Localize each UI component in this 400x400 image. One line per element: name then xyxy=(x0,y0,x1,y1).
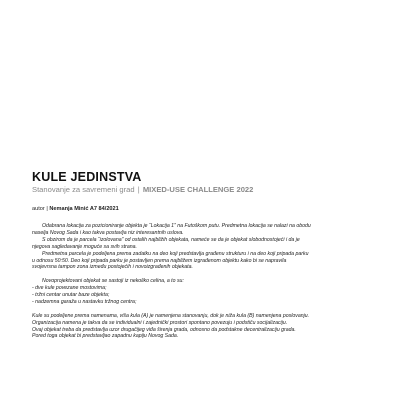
list-item: - tržni centar unutar baze objekta; xyxy=(32,292,110,299)
author-name: Nemanja Minić A7 84/2021 xyxy=(49,206,119,212)
author-separator: | xyxy=(46,206,48,212)
list-item: - dve kule povezane mostovima; xyxy=(32,285,107,292)
subtitle-right: MIXED-USE CHALLENGE 2022 xyxy=(142,185,254,194)
subtitle-separator: | xyxy=(137,185,140,194)
list-intro: Novoprojektovani objekat se sastoji iz nekoliko celina, a to su: xyxy=(42,278,184,285)
paragraph-line: u odnosu 50:50. Deo koji pripada parku je postavljen prema najbližem izgrađenom objektu kako bi se napravila xyxy=(32,257,287,264)
author-line xyxy=(32,205,372,213)
document-page xyxy=(32,170,372,340)
paragraph-line: Ovaj objekat treba da predstavlja uzor drugačijeg viđa širenja grada, odnosno da podstakne decentralizaciju grada. xyxy=(32,326,296,333)
author-label: autor xyxy=(32,206,45,212)
document-body xyxy=(32,223,372,340)
document-subtitle xyxy=(32,185,372,195)
paragraph-line: Predmetna parcela je podeljena prema zadatku na deo koji predstavlja građenu strukturu i na deo koji pripada parku xyxy=(42,250,309,257)
paragraph-line: svojevrsna tampon zona između postojećih i novoizgrađenih objekata. xyxy=(32,264,193,271)
paragraph-line: Odabrana lokacija za pozicioniranje objekta je “Lokacija 1” na Futoškom putu. Predmetna lokacija se nalazi na obodu xyxy=(42,223,311,229)
paragraph-gap xyxy=(32,306,372,313)
document-title: KULE JEDINSTVA xyxy=(32,170,142,184)
paragraph-gap xyxy=(32,271,372,278)
paragraph-line: Pored toga objekat bi predstavljao zapadnu kapiju Novog Sada. xyxy=(32,333,179,340)
subtitle-left: Stanovanje za savremeni grad xyxy=(32,185,135,194)
paragraph-line: njegova sagledavanje moguće sa svih strana. xyxy=(32,243,137,250)
paragraph-line: S obzirom da je parcela “izolovana” od ostalih najbližih objekata, nameće se da je objekat slobodnostojeći i da je xyxy=(42,236,300,243)
list-item: - nadzemna garaža u nastavku tržnog centra; xyxy=(32,298,137,305)
paragraph-line: Organizacija namena je takva da se individualni i zajednički prostori spontano povezuju i podstiču socijalizaciju. xyxy=(32,319,288,326)
paragraph-line: naselja Novog Sada i kao takva postavlja niz interesantnih uslova. xyxy=(32,229,184,236)
paragraph-line: Kule su podeljene prema namenama, viša kula (A) je namenjena stanovanju, dok je niža kula (B) namenjena poslovanju. xyxy=(32,312,310,319)
